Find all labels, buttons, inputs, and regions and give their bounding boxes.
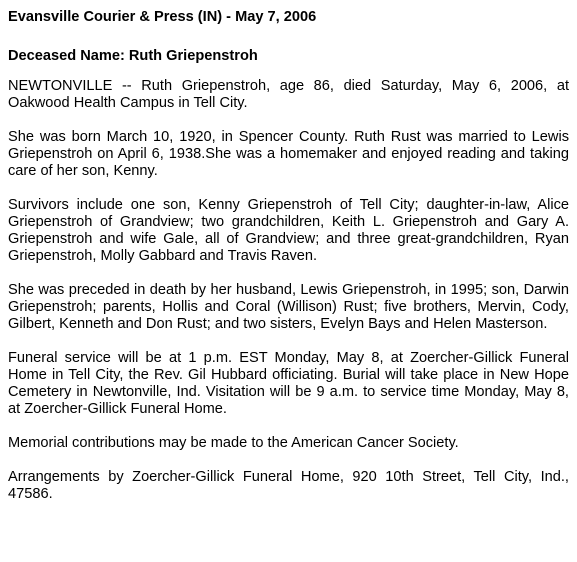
obituary-paragraph-preceded: She was preceded in death by her husband, Lewis Griepenstroh, in 1995; son, Darwin Griepenstroh; parents, Hollis and Coral (Willison) Rust; five brothers, Mervin, Cody, Gilbert, Kenneth and Don Rust; and two sisters, Evelyn Bays and Helen Masterson.	[8, 282, 569, 332]
obituary-paragraph-arrangements: Arrangements by Zoercher-Gillick Funeral Home, 920 10th Street, Tell City, Ind., 47586.	[8, 469, 569, 502]
obituary-paragraph-death: NEWTONVILLE -- Ruth Griepenstroh, age 86, died Saturday, May 6, 2006, at Oakwood Health Campus in Tell City.	[8, 78, 569, 111]
obituary-paragraph-biography: She was born March 10, 1920, in Spencer County. Ruth Rust was married to Lewis Griepenstroh on April 6, 1938.She was a homemaker and enjoyed reading and taking care of her son, Kenny.	[8, 129, 569, 179]
deceased-name-heading: Deceased Name: Ruth Griepenstroh	[8, 48, 258, 64]
obituary-paragraph-funeral: Funeral service will be at 1 p.m. EST Monday, May 8, at Zoercher-Gillick Funeral Home in Tell City, the Rev. Gil Hubbard officiating. Burial will take place in New Hope Cemetery in Newtonville, Ind. Visitation will be 9 a.m. to service time Monday, May 8, at Zoercher-Gillick Funeral Home.	[8, 350, 569, 417]
obituary-paragraph-memorial: Memorial contributions may be made to the American Cancer Society.	[8, 435, 459, 451]
newspaper-source-heading: Evansville Courier & Press (IN) - May 7, 2006	[8, 9, 317, 25]
obituary-paragraph-survivors: Survivors include one son, Kenny Griepenstroh of Tell City; daughter-in-law, Alice Griepenstroh of Grandview; two grandchildren, Keith L. Griepenstroh and Gary A. Griepenstroh and wife Gale, all of Grandview; and three great-grandchildren, Ryan Griepenstroh, Molly Gabbard and Travis Raven.	[8, 197, 569, 264]
